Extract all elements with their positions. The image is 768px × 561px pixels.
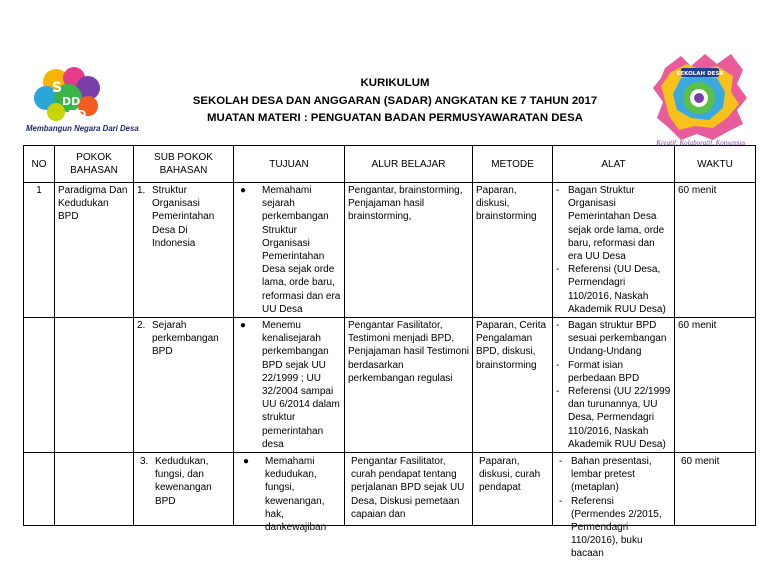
logo-letter: DD [62, 95, 81, 108]
sub-pokok-cell [134, 453, 234, 526]
sub-number: 1. [137, 185, 146, 196]
dash-icon: - [559, 495, 563, 507]
tujuan-text: Menemu kenalisejarah perkembangan BPD sejak UU 22/1999 ; UU 32/2004 sampai UU 6/2014 dalam struktur pemerintahan desa [262, 320, 340, 450]
bullet-icon: ● [243, 456, 250, 468]
sub-pokok-text: Struktur Organisasi Pemerintahan Desa Di Indonesia [152, 185, 215, 249]
dash-icon: - [556, 264, 560, 276]
alat-item: Referensi (UU Desa, Permendagri 110/2016, Naskah Akademik RUU Desa) [568, 264, 666, 315]
sub-pokok-cell [134, 318, 234, 453]
sub-pokok-text: Sejarah perkembangan BPD [152, 320, 219, 358]
dash-icon: - [559, 456, 563, 468]
metode-cell [473, 453, 553, 526]
alat-cell [553, 183, 675, 318]
tujuan-cell [234, 318, 345, 453]
logo-membangun-negara [24, 64, 146, 136]
sub-pokok-cell [134, 183, 234, 318]
tujuan-text: Memahami sejarah perkembangan Struktur Organisasi Pemerintahan Desa sejak orde lama, orde baru, reformasi dan era UU Desa [262, 185, 341, 315]
col-header-tujuan: TUJUAN [234, 146, 345, 183]
waktu-cell: 60 menit [675, 318, 756, 453]
alat-item: Format isian perbedaan BPD [568, 359, 640, 384]
tujuan-cell [234, 453, 345, 534]
header-title: KURIKULUM [360, 77, 430, 89]
logo-badge-text: SEKOLAH DESA [676, 71, 724, 77]
table-row [24, 183, 756, 318]
waktu-cell [675, 453, 756, 526]
metode-cell: Paparan, diskusi, brainstorming [473, 183, 553, 318]
logo-caption: Membangun Negara Dari Desa [26, 124, 139, 133]
sub-pokok-text: Kedudukan, fungsi, dan kewenangan BPD [155, 456, 212, 507]
alur-cell: Pengantar Fasilitator, Testimoni menjadi BPD, Penjajaman hasil Testimoni berdasarkan perkembangan regulasi [345, 318, 473, 453]
alat-cell [553, 318, 675, 453]
sub-number: 3. [140, 456, 149, 468]
document-header [150, 75, 640, 128]
table-header-row [24, 146, 756, 183]
col-header-sub: SUB POKOK BAHASAN [134, 146, 234, 183]
alat-cell [553, 453, 675, 560]
table-row [24, 318, 756, 453]
col-header-pokok: POKOK BAHASAN [55, 146, 134, 183]
bullet-icon: ● [240, 185, 247, 196]
col-header-metode: METODE [473, 146, 553, 183]
logo-sekolah-desa [647, 48, 755, 148]
dash-icon: - [556, 386, 560, 398]
col-header-alur: ALUR BELAJAR [345, 146, 473, 183]
table-row [24, 453, 756, 526]
bullet-icon: ● [240, 320, 247, 332]
logo-ribbon-text: Kreatif, Kolaboratif, Konsensus [656, 139, 746, 147]
alat-item: Bahan presentasi, lembar pretest (metaplan) [571, 456, 652, 494]
col-header-no: NO [24, 146, 55, 183]
tujuan-cell [234, 183, 345, 318]
alur-cell: Pengantar, brainstorming, Penjajaman hasil brainstorming, [345, 183, 473, 318]
alat-item: Bagan Struktur Organisasi Pemerintahan Desa sejak orde lama, orde baru, reformasi dan era UU Desa [568, 185, 665, 263]
header-materi: MUATAN MATERI : PENGUATAN BADAN PERMUSYAWARATAN DESA [207, 112, 583, 124]
header-subtitle: SEKOLAH DESA DAN ANGGARAN (SADAR) ANGKATAN KE 7 TAHUN 2017 [192, 94, 598, 107]
pokok-bahasan: Paradigma Dan Kedudukan BPD [55, 183, 134, 318]
col-header-alat: ALAT [553, 146, 675, 183]
logo-letter: S [52, 80, 63, 96]
tujuan-text: Memahami kedudukan, fungsi, kewenangan, hak, dankewajiban [265, 456, 327, 534]
dash-icon: - [556, 359, 560, 371]
logo-letter: DD [68, 108, 87, 121]
alat-item: Referensi (UU 22/1999 dan turunannya, UU Desa, Permendagri 110/2016, Naskah Akademik RUU Desa) [568, 386, 671, 450]
row-number: 1 [24, 183, 55, 318]
col-header-waktu: WAKTU [675, 146, 756, 183]
alat-item: Referensi (Permendes 2/2015, Permendagri 110/2016), buku bacaan [571, 495, 662, 560]
sub-number: 2. [137, 320, 146, 332]
dash-icon: - [556, 185, 560, 196]
alur-text: Pengantar Fasilitator, curah pendapat tentang perjalanan BPD sejak UU Desa, Diskusi pemetaan capaian dan [351, 456, 465, 520]
metode-cell: Paparan, Cerita Pengalaman BPD, diskusi, brainstorming [473, 318, 553, 453]
alur-cell [345, 453, 473, 526]
waktu-text: 60 menit [681, 456, 720, 468]
waktu-cell: 60 menit [675, 183, 756, 318]
curriculum-table [23, 145, 756, 560]
dash-icon: - [556, 320, 560, 332]
metode-text: Paparan, diskusi, curah pendapat [479, 456, 541, 494]
alat-item: Bagan struktur BPD sesuai perkembangan Undang-Undang [568, 320, 667, 358]
